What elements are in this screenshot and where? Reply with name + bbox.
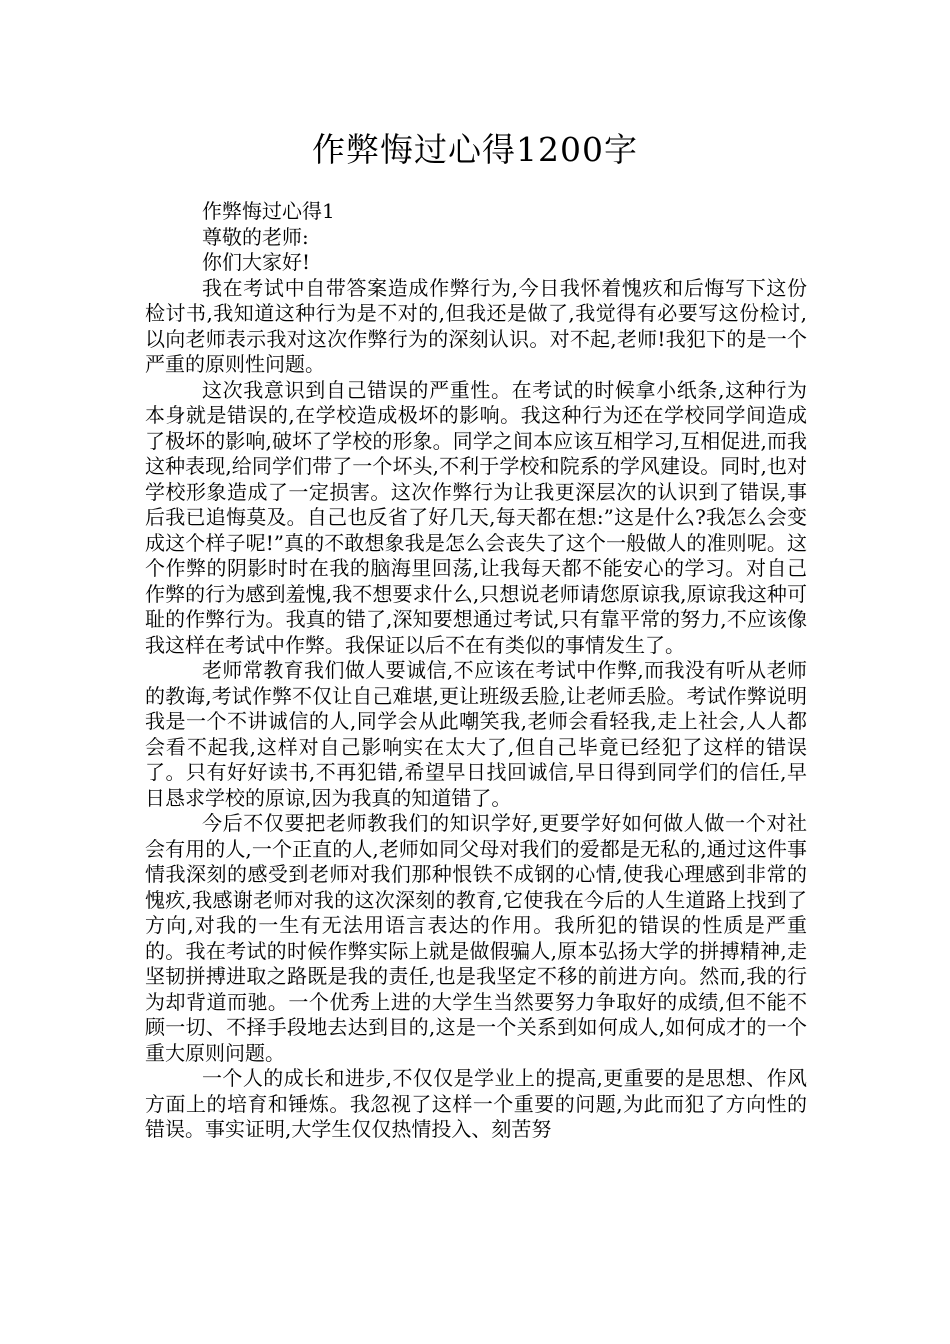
body-paragraph: 这次我意识到自己错误的严重性。在考试的时候拿小纸条,这种行为本身就是错误的,在学校造成极坏的影响。我这种行为还在学校同学间造成了极坏的影响,破坏了学校的形象。同学之间本应该互相学习,互相促进,而我这种表现,给同学们带了一个坏头,不利于学校和院系的学风建设。同时,也对学校形象造成了一定损害。这次作弊行为让我更深层次的认识到了错误,事后我已追悔莫及。自己也反省了好几天,每天都在想:”这是什么?我怎么会变成这个样子呢!”真的不敢想象我是怎么会丧失了这个一般做人的准则呢。这个作弊的阴影时时在我的脑海里回荡,让我每天都不能安心的学习。对自己作弊的行为感到羞愧,我不想要求什么,只想说老师请您原谅我,原谅我这种可耻的作弊行为。我真的错了,深知要想通过考试,只有靠平常的努力,不应该像我这样在考试中作弊。我保证以后不在有类似的事情发生了。 [145,377,807,657]
salutation-line: 尊敬的老师: [202,224,309,249]
body-paragraph: 老师常教育我们做人要诚信,不应该在考试中作弊,而我没有听从老师的教诲,考试作弊不仅让自己难堪,更让班级丢脸,让老师丢脸。考试作弊说明我是一个不讲诚信的人,同学会从此嘲笑我,老师会看轻我,走上社会,人人都会看不起我,这样对自己影响实在太大了,但自己毕竟已经犯了这样的错误了。只有好好读书,不再犯错,希望早日找回诚信,早日得到同学们的信任,早日恳求学校的原谅,因为我真的知道错了。 [145,658,807,810]
document-body [145,199,807,1143]
document-title: 作弊悔过心得1200字 [312,130,638,169]
body-paragraph: 一个人的成长和进步,不仅仅是学业上的提高,更重要的是思想、作风方面上的培育和锤炼。我忽视了这样一个重要的问题,为此而犯了方向性的错误。事实证明,大学生仅仅热情投入、刻苦努 [145,1066,807,1141]
section-heading: 作弊悔过心得1 [202,199,335,223]
body-paragraph: 今后不仅要把老师教我们的知识学好,更要学好如何做人做一个对社会有用的人,一个正直的人,老师如同父母对我们的爱都是无私的,通过这件事情我深刻的感受到老师对我们那种恨铁不成钢的心情,使我心理感到非常的愧疚,我感谢老师对我的这次深刻的教育,它使我在今后的人生道路上找到了方向,对我的一生有无法用语言表达的作用。我所犯的错误的性质是严重的。我在考试的时候作弊实际上就是做假骗人,原本弘扬大学的拼搏精神,走坚韧拼搏进取之路既是我的责任,也是我坚定不移的前进方向。然而,我的行为却背道而驰。一个优秀上进的大学生当然要努力争取好的成绩,但不能不顾一切、不择手段地去达到目的,这是一个关系到如何成人,如何成才的一个重大原则问题。 [145,811,807,1065]
body-paragraph: 我在考试中自带答案造成作弊行为,今日我怀着愧疚和后悔写下这份检讨书,我知道这种行为是不对的,但我还是做了,我觉得有必要写这份检讨,以向老师表示我对这次作弊行为的深刻认识。对不起,老师!我犯下的是一个严重的原则性问题。 [145,275,807,376]
greeting-line: 你们大家好! [202,250,311,274]
